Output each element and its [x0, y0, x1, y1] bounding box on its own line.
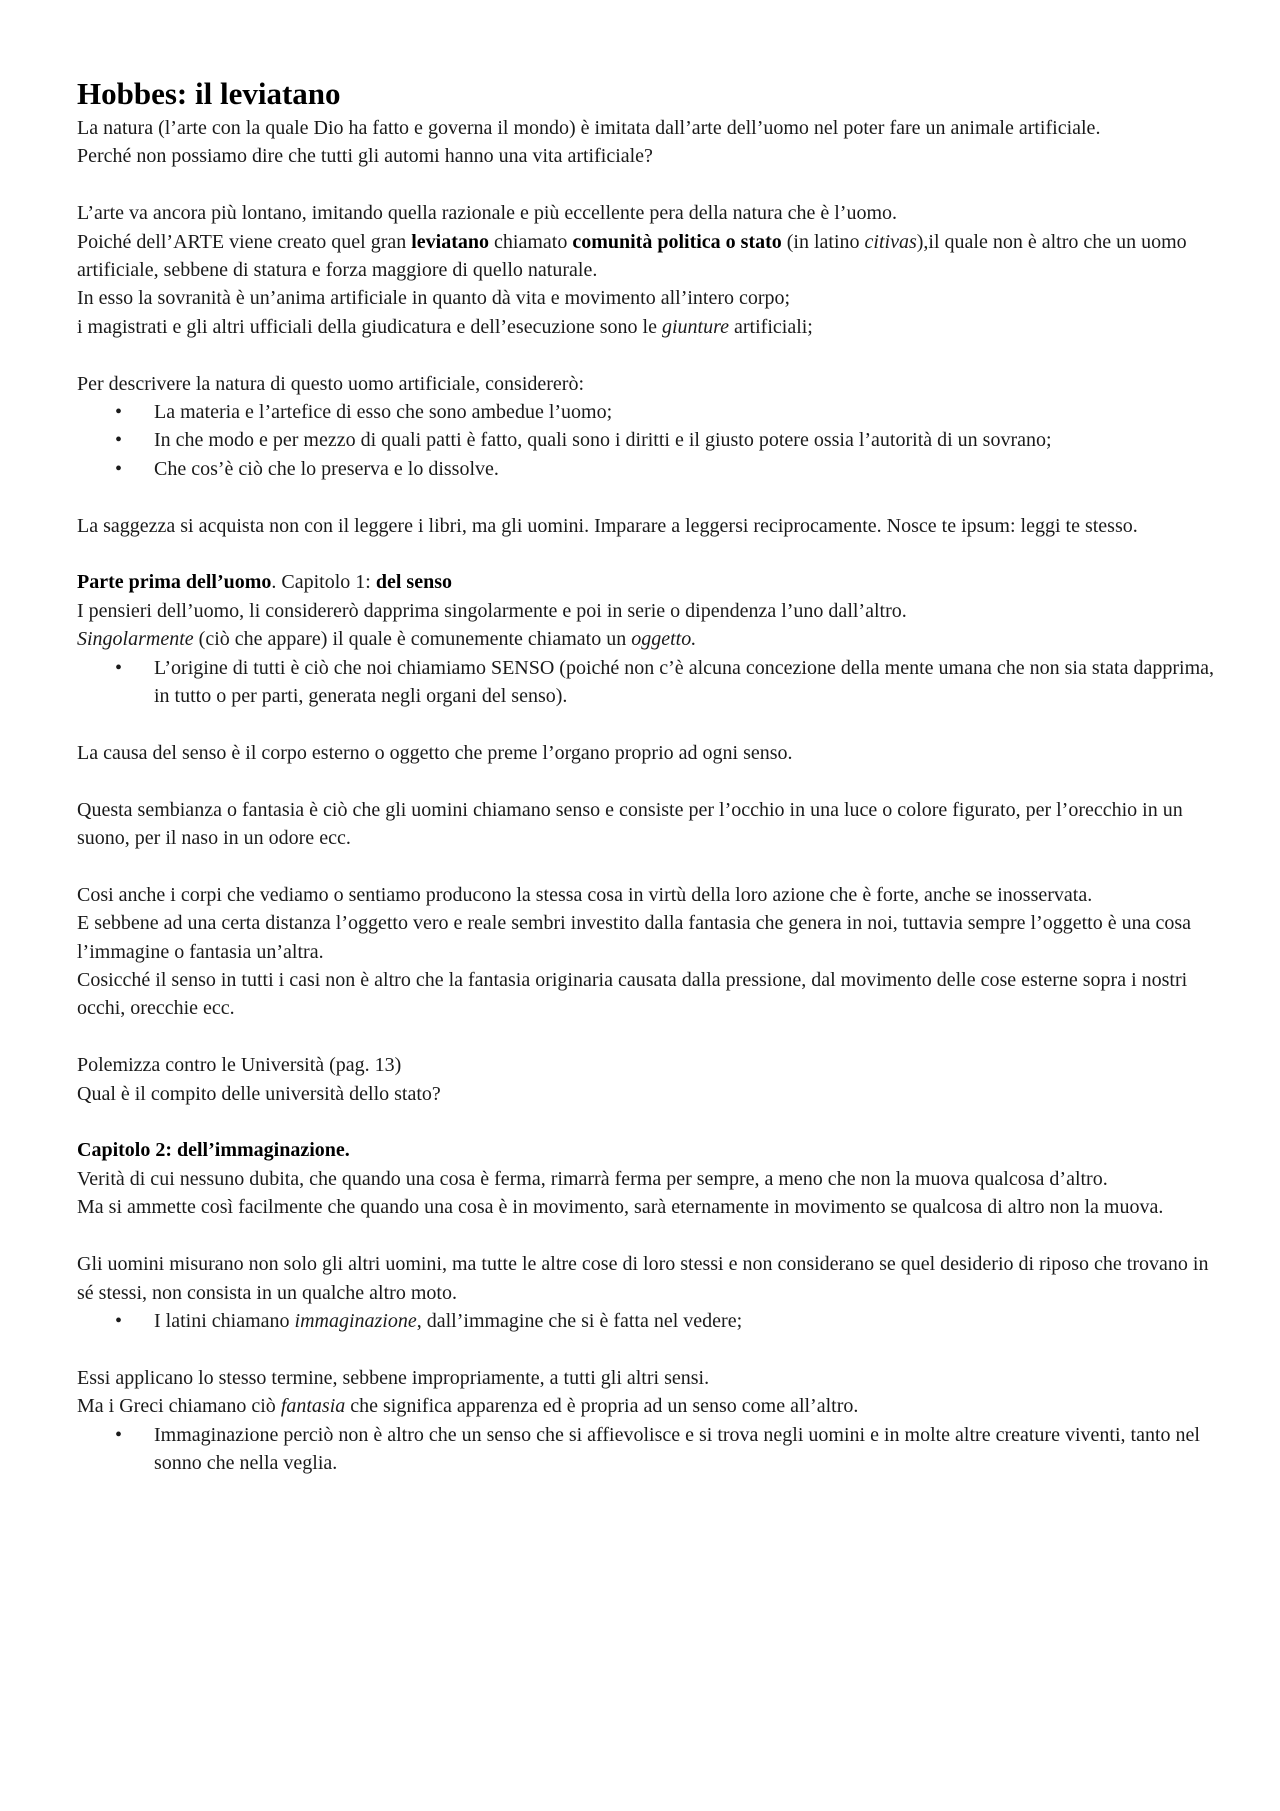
paragraph: Cosi anche i corpi che vediamo o sentiamo producono la stessa cosa in virtù della loro azione che è forte, anche se inosservata.: [77, 883, 1093, 906]
paragraph: Per descrivere la natura di questo uomo artificiale, considererò:: [77, 372, 585, 395]
paragraph: Essi applicano lo stesso termine, sebbene impropriamente, a tutti gli altri sensi.: [77, 1366, 710, 1389]
italic-term: immaginazione: [294, 1309, 417, 1332]
paragraph: Perché non possiamo dire che tutti gli automi hanno una vita artificiale?: [77, 145, 653, 168]
blank-line: [77, 540, 1217, 568]
list-item: • I latini chiamano immaginazione, dall’immagine che si è fatta nel vedere;: [77, 1307, 1217, 1335]
document-page: [77, 74, 1217, 1477]
blank-line: [77, 1023, 1217, 1051]
paragraph: E sebbene ad una certa distanza l’oggetto vero e reale sembri investito dalla fantasia che genera in noi, tuttavia sempre l’oggetto è una cosa l’immagine o fantasia un’altra.: [77, 912, 1191, 963]
blank-line: [77, 1108, 1217, 1136]
blank-line: [77, 767, 1217, 795]
italic-term: giunture: [661, 315, 730, 338]
blank-line: [77, 483, 1217, 511]
italic-term: citivas: [864, 230, 917, 253]
paragraph: Gli uomini misurano non solo gli altri uomini, ma tutte le altre cose di loro stessi e non considerano se quel desiderio di riposo che trovano in sé stessi, non consista in un qualche altro moto.: [77, 1253, 1209, 1304]
bold-term: leviatano: [411, 230, 490, 253]
paragraph: Questa sembianza o fantasia è ciò che gli uomini chiamano senso e consiste per l’occhio in una luce o colore figurato, per l’orecchio in un suono, per il naso in un odore ecc.: [77, 798, 1183, 850]
blank-line: [77, 852, 1217, 880]
italic-term: Singolarmente: [77, 628, 194, 651]
paragraph: La saggezza si acquista non con il leggere i libri, ma gli uomini. Imparare a leggersi reciprocamente. Nosce te ipsum: leggi te stesso.: [77, 514, 1138, 537]
document-title: Hobbes: il leviatano: [77, 76, 341, 111]
paragraph: In esso la sovranità è un’anima artificiale in quanto dà vita e movimento all’intero corpo;: [77, 287, 791, 310]
paragraph: La natura (l’arte con la quale Dio ha fatto e governa il mondo) è imitata dall’arte dell’uomo nel poter fare un animale artificiale.: [77, 117, 1101, 139]
italic-term: oggetto.: [631, 628, 697, 651]
list-item: • Immaginazione perciò non è altro che un senso che si affievolisce e si trova negli uomini e in molte altre creature viventi, tanto nel sonno che nella veglia.: [77, 1421, 1217, 1478]
paragraph: Cosicché il senso in tutti i casi non è altro che la fantasia originaria causata dalla pressione, dal movimento delle cose esterne sopra i nostri occhi, orecchie ecc.: [77, 969, 1188, 1020]
list-item: • Che cos’è ciò che lo preserva e lo dissolve.: [77, 455, 1217, 483]
bullet-list: [77, 398, 1217, 483]
blank-line: [77, 1222, 1217, 1250]
paragraph: Ma si ammette così facilmente che quando una cosa è in movimento, sarà eternamente in movimento se qualcosa di altro non la muova.: [77, 1196, 1164, 1219]
list-item: • In che modo e per mezzo di quali patti è fatto, quali sono i diritti e il giusto potere ossia l’autorità di un sovrano;: [77, 426, 1217, 454]
paragraph: Ma i Greci chiamano ciò fantasia che significa apparenza ed è propria ad un senso come all’altro.: [77, 1395, 859, 1418]
paragraph: Qual è il compito delle università dello stato?: [77, 1082, 441, 1105]
paragraph: Poiché dell’ARTE viene creato quel gran leviatano chiamato comunità politica o stato (in latino citivas),il quale non è altro che un uomo artificiale, sebbene di statura e forza maggiore di quello naturale.: [77, 230, 1187, 282]
section-heading: Parte prima dell’uomo. Capitolo 1: del senso: [77, 571, 452, 594]
list-item: • La materia e l’artefice di esso che sono ambedue l’uomo;: [77, 398, 1217, 426]
section-heading: Capitolo 2: dell’immaginazione.: [77, 1139, 350, 1162]
paragraph: L’arte va ancora più lontano, imitando quella razionale e più eccellente pera della natura che è l’uomo.: [77, 202, 897, 225]
italic-term: fantasia: [280, 1395, 346, 1418]
paragraph: Singolarmente (ciò che appare) il quale è comunemente chiamato un oggetto.: [77, 628, 697, 651]
paragraph: La causa del senso è il corpo esterno o oggetto che preme l’organo proprio ad ogni senso.: [77, 741, 793, 764]
bullet-list: [77, 654, 1217, 711]
blank-line: [77, 171, 1217, 199]
bullet-list: [77, 1421, 1217, 1478]
list-item: • L’origine di tutti è ciò che noi chiamiamo SENSO (poiché non c’è alcuna concezione della mente umana che non sia stata dapprima, in tutto o per parti, generata negli organi del senso).: [77, 654, 1217, 711]
blank-line: [77, 710, 1217, 738]
paragraph: i magistrati e gli altri ufficiali della giudicatura e dell’esecuzione sono le giunture artificiali;: [77, 315, 813, 338]
paragraph: I pensieri dell’uomo, li considererò dapprima singolarmente e poi in serie o dipendenza l’uno dall’altro.: [77, 599, 907, 622]
blank-line: [77, 1335, 1217, 1363]
blank-line: [77, 341, 1217, 369]
bullet-list: [77, 1307, 1217, 1335]
bold-term: comunità politica o stato: [572, 230, 782, 253]
paragraph: Verità di cui nessuno dubita, che quando una cosa è ferma, rimarrà ferma per sempre, a meno che non la muova qualcosa d’altro.: [77, 1167, 1108, 1190]
paragraph: Polemizza contro le Università (pag. 13): [77, 1054, 402, 1077]
